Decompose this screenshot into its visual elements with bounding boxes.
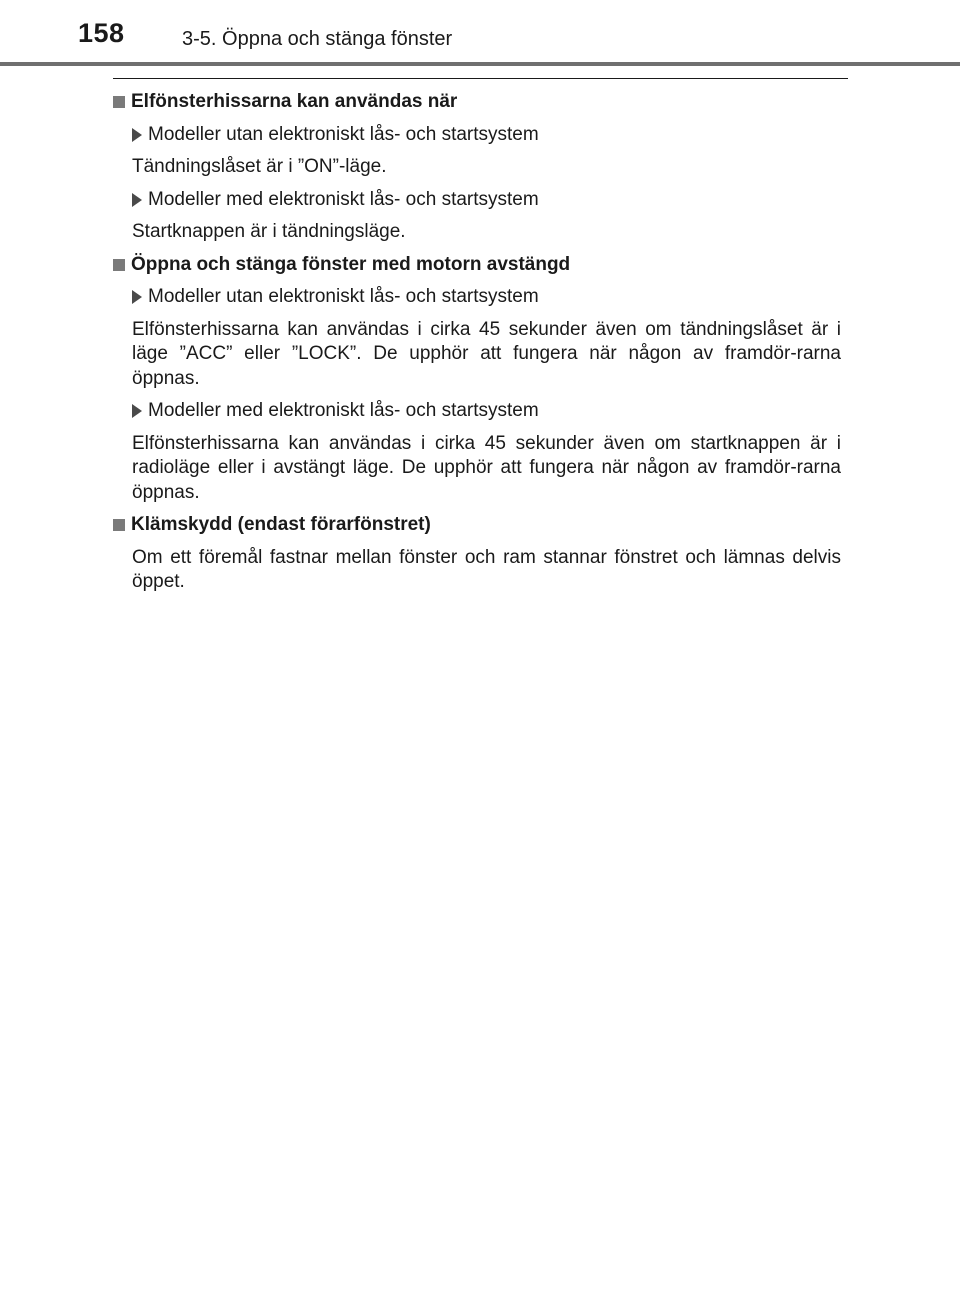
section-engine-off-operation bbox=[113, 253, 841, 506]
page-header bbox=[0, 0, 960, 64]
subheading bbox=[132, 188, 841, 213]
triangle-bullet-icon bbox=[132, 128, 142, 142]
paragraph: Om ett föremål fastnar mellan fönster och ram stannar fönstret och lämnas delvis öppet. bbox=[132, 546, 841, 592]
section-jam-protection bbox=[113, 513, 841, 595]
triangle-bullet-icon bbox=[132, 404, 142, 418]
divider bbox=[113, 78, 848, 79]
square-bullet-icon bbox=[113, 259, 125, 271]
section-heading bbox=[113, 513, 841, 538]
subheading bbox=[132, 123, 841, 148]
paragraph: Startknappen är i tändningsläge. bbox=[132, 221, 406, 242]
section-title: Klämskydd (endast förarfönstret) bbox=[131, 514, 431, 535]
paragraph: Elfönsterhissarna kan användas i cirka 45 sekunder även om startknappen är i radioläge eller i avstängt läge. De upphör att fungera när någon av framdör-rarna öppnas. bbox=[132, 432, 841, 503]
section-heading bbox=[113, 90, 841, 115]
page-content bbox=[113, 90, 841, 603]
subheading bbox=[132, 285, 841, 310]
section-title: Öppna och stänga fönster med motorn avstängd bbox=[131, 253, 571, 275]
subheading-label: Modeller utan elektroniskt lås- och startsystem bbox=[148, 123, 539, 145]
paragraph: Elfönsterhissarna kan användas i cirka 45 sekunder även om tändningslåset är i läge ”ACC” eller ”LOCK”. De upphör att fungera när någon av framdör-rarna öppnas. bbox=[132, 318, 841, 389]
subheading-label: Modeller utan elektroniskt lås- och startsystem bbox=[148, 286, 539, 307]
triangle-bullet-icon bbox=[132, 193, 142, 207]
square-bullet-icon bbox=[113, 519, 125, 531]
section-title: Elfönsterhissarna kan användas när bbox=[131, 91, 458, 112]
triangle-bullet-icon bbox=[132, 290, 142, 304]
subheading-label: Modeller med elektroniskt lås- och startsystem bbox=[148, 188, 539, 210]
subheading-label: Modeller med elektroniskt lås- och startsystem bbox=[148, 400, 539, 421]
page-number: 158 bbox=[78, 18, 125, 48]
chapter-title: 3-5. Öppna och stänga fönster bbox=[182, 28, 453, 50]
section-power-windows-operation bbox=[113, 90, 841, 245]
square-bullet-icon bbox=[113, 96, 125, 108]
paragraph: Tändningslåset är i ”ON”-läge. bbox=[132, 156, 387, 177]
subheading bbox=[132, 399, 841, 424]
section-heading bbox=[113, 253, 841, 278]
header-rule bbox=[0, 62, 960, 66]
